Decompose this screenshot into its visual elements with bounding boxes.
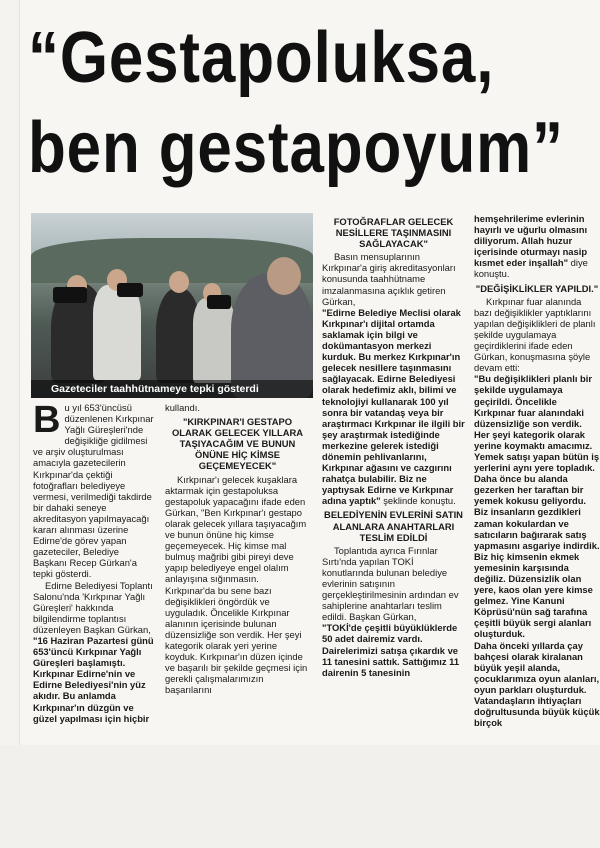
article-column-2 [165, 402, 310, 695]
article-subheading: BELEDİYENİN EVLERİNİ SATIN ALANLARA ANAHTARLARI TESLİM EDİLDİ [324, 509, 463, 543]
photo-camera [207, 295, 231, 309]
photo-person-head [267, 257, 301, 295]
article-quote: "TOKİ'de çeşitli büyüklüklerde 50 adet dairemiz vardı. Dairelerimizi satışa çıkardık ve 11 tanesini sattık. Sattığımız 11 dairenin 5 tanesinin [322, 622, 460, 678]
article-paragraph: Edirne Belediyesi Toplantı Salonu'nda 'Kırkpınar Yağlı Güreşleri' hakkında bilgilendirme toplantısı düzenleyen Başkan Gürkan, [33, 579, 153, 635]
photo-caption: Gazeteciler taahhütnameye tepki gösterdi [31, 380, 313, 398]
article-column-1 [33, 399, 155, 724]
photo-person [93, 285, 141, 380]
article-paragraph: u yıl 653'üncüsü düzenlenen Kırkpınar Yağlı Güreşleri'nde değişikliğe gidilmesi ve arşiv oluşturulması amacıyla gazetecilerin Kırkpınar'da çektiği fotoğrafları belediyeye vermesi, verilmediği takdirde bir dahaki seneye akreditasyon yapılmayacağı kararı alınması üzerine Edirne'de görev yapan gazeteciler, Belediye Başkanı Recep Gürkan'a tepki gösterdi. [33, 402, 154, 580]
article-quote: "16 Haziran Pazartesi günü 653'üncü Kırkpınar Yağlı Güreşleri başlamıştı. Kırkpınar Edirne'nin ve Edirne Belediyesi'nin yüz akıdır. Bu anlamda Kırkpınar'ın düzgün ve güzel yapılması için hiçbir [33, 634, 154, 724]
headline-line-1: “Gestapoluksa, [28, 18, 495, 98]
article-paragraph: diye konuştu. [474, 257, 588, 280]
article-paragraph: Basın mensuplarının Kırkpınar'a giriş akreditasyonları konusunda taahhütname imzalanmasına açıklık getiren Gürkan, [322, 251, 456, 307]
article-paragraph: Kırkpınar fuar alanında bazı değişiklikler yaptıklarını yapılan değişiklikleri de planlı şekilde uygulamaya geçirdiklerini ifade eden Gürkan, konuşmasına şöyle devam etti: [474, 295, 596, 374]
article-paragraph: Toplantıda ayrıca Fırınlar Sırtı'nda yapılan TOKİ konutlarında bulunan belediye evlerinin satışının gerçekleştirilmesinin ardından ev sahiplerine anahtarları teslim edildi. Başkan Gürkan, [322, 544, 459, 623]
drop-cap: B [33, 399, 61, 441]
photo-person [193, 298, 235, 383]
headline-line-2: ben gestapoyum” [28, 108, 564, 188]
photo-person-head [169, 271, 189, 293]
article-quote: "Edirne Belediye Meclisi olarak Kırkpınar'ı dijital ortamda saklamak için bilgi ve dokümantasyon merkezi kurduk. Bu merkez Kırkpınar'ın gelecek nesillere taşınmasını sağlayacak. Edirne Belediyesi olarak hedefimiz aklı, bilimi ve teknolojiyi kullanarak 100 yıl sonra bir vatandaş veya bir araştırmacı Kırkpınar ile ilgili bir şey araştırmak istediğinde merkezine gelerek istediği dönemin pehlivanlarını, Kırkpınar ağasını ve cazgırını rahatça bulabilir. Biz ne yaptıysak Edirne ve Kırkpınar adına yaptık" [322, 306, 465, 507]
news-photo [31, 213, 313, 398]
article-paragraph: kullandı. [165, 402, 200, 413]
article-column-4 [474, 213, 600, 728]
article-subheading: FOTOĞRAFLAR GELECEK NESİLLERE TAŞINMASINI SAĞLAYACAK" [333, 216, 454, 250]
article-quote: "Bu değişiklikleri planlı bir şekilde uygulamaya geçirildi. Öncelikle Kırkpınar fuar alanındaki düzensizliğe son verdik. Her şeyi kategorik olarak yerine koymaktı amacımız. Yemek satışı yapan bütün iş yerlerini aynı yere topladık. Daha önce bu alanda gezerken her taraftan bir yemek kokusu geliyordu. Biz insanların gezdikleri zaman kokulardan ve satıcıların bağırarak satış yapmasını asgariye indirdik. Biz hiç kimsenin ekmek yemesinin karşısında değiliz. Düzensizlik olan yere, kaos olan yere kimse gelmez. Yine Kanuni Köprüsü'nün sağ tarafına çeşitli büyük sergi alanları oluşturduk. [474, 373, 600, 640]
photo-camera [53, 287, 87, 303]
article-subheading: "KIRKPINAR'I GESTAPO OLARAK GELECEK YILLARA TAŞIYACAĞIM VE BUNUN ÖNÜNE HİÇ KİMSE GEÇEMEYECEK" [171, 416, 304, 472]
photo-camera [117, 283, 143, 297]
article-quote: hemşehrilerime evlerinin hayırlı ve uğurlu olmasını diliyorum. Allah huzur içerisinde oturmayı nasip kısmet eder inşallah" [474, 213, 588, 269]
article-quote: Daha önceki yıllarda çay bahçesi olarak kiralanan büyük yeşil alanda, çocuklarımıza oyun alanları, oyun parkları oluşturduk. Vatandaşların ihtiyaçları doğrultusunda büyük küçük birçok [474, 639, 600, 729]
article-paragraph: şeklinde konuştu. [380, 495, 456, 507]
article-paragraph: Kırkpınar'ı gelecek kuşaklara aktarmak için gestapoluksa gestapoluk yapacağını ifade eden Gürkan, "Ben Kırkpınar'ı gestapo olarak gelecek yıllara taşıyacağım ve bunun önüne hiç kimse geçemeyecek. Hiç kimse mal bulmuş mağribi gibi pireyi deve yapıp belediyeye engel olalım anlayışına sığınmasın. Kırkpınar'da bu sene bazı değişiklikleri öngördük ve uyguladık. Öncelikle Kırkpınar alanının içerisinde bulunan düzensizliğe son verdik. Her şeyi kategorik olarak yeri yerine koyduk. Kırkpınar'ın düzen içinde ve başarılı bir şekilde geçmesi için gerekli çalışmalarımızın başarılarını [165, 473, 308, 696]
article-subheading: "DEĞİŞİKLİKLER YAPILDI." [475, 282, 599, 294]
article-column-3 [322, 213, 465, 678]
blank-area [0, 745, 600, 848]
